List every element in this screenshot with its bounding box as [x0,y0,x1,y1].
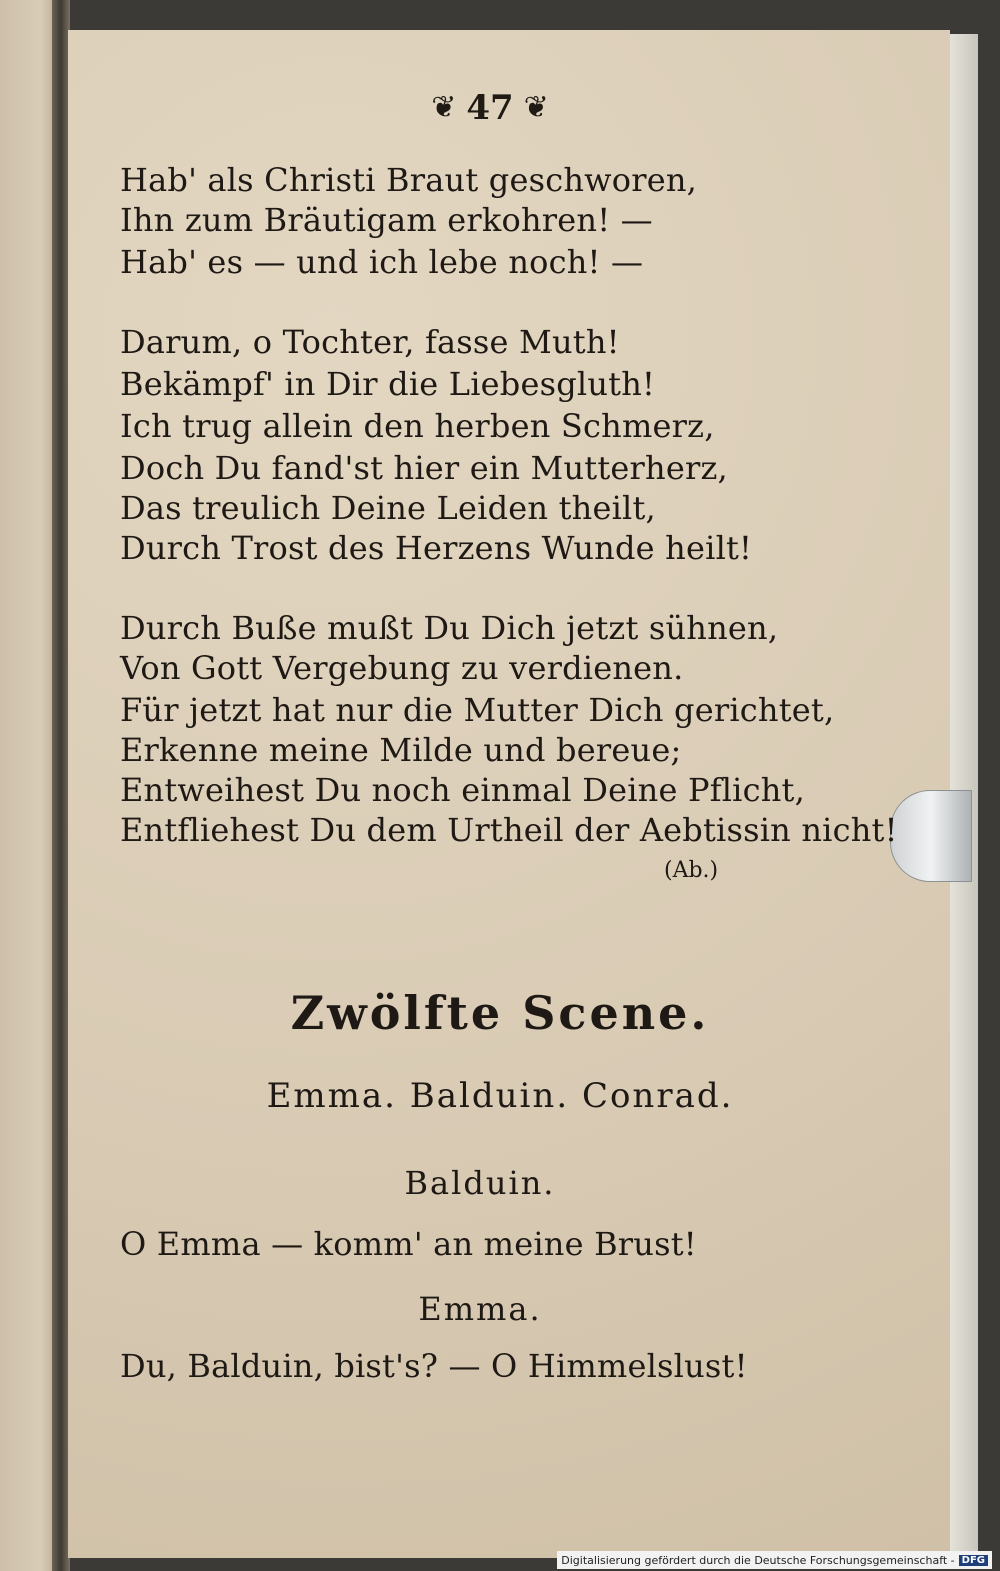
verse-line: Für jetzt hat nur die Mutter Dich gerichtet, [120,691,835,729]
dialogue-line: O Emma — komm' an meine Brust! [120,1225,697,1263]
verse-line: Bekämpf' in Dir die Liebesgluth! [120,365,656,403]
footer-text: Digitalisierung gefördert durch die Deutsche Forschungsgemeinschaft - [561,1553,955,1567]
verse-line: Das treulich Deine Leiden theilt, [120,489,656,527]
scene-title: Zwölfte Scene. [290,986,710,1040]
speaker-name: Emma. [418,1290,542,1328]
page-number: 47 [466,88,514,128]
verse-line: Entfliehest Du dem Urtheil der Aebtissin nicht! [120,811,898,849]
digitization-footer [557,1551,992,1569]
page-header [400,88,580,128]
verse-line: Ihn zum Bräutigam erkohren! — [120,201,653,239]
dialogue-line: Du, Balduin, bist's? — O Himmelslust! [120,1347,748,1385]
dfg-logo: DFG [959,1555,988,1566]
ornament-right-icon: ❦ [523,90,549,125]
previous-page-edge [0,0,58,1571]
scene-cast: Emma. Balduin. Conrad. [266,1076,734,1116]
verse-line: Hab' als Christi Braut geschworen, [120,161,698,199]
verse-line: Darum, o Tochter, fasse Muth! [120,323,620,361]
stage-direction: (Ab.) [664,858,719,883]
verse-line: Ich trug allein den herben Schmerz, [120,407,715,445]
verse-line: Von Gott Vergebung zu verdienen. [120,649,684,687]
speaker-name: Balduin. [404,1164,556,1202]
page-clip [890,790,972,882]
verse-line: Entweihest Du noch einmal Deine Pflicht, [120,771,805,809]
verse-line: Erkenne meine Milde und bereue; [120,731,682,769]
verse-line: Durch Buße mußt Du Dich jetzt sühnen, [120,609,779,647]
verse-line: Durch Trost des Herzens Wunde heilt! [120,529,753,567]
ornament-left-icon: ❦ [431,90,457,125]
verse-line: Hab' es — und ich lebe noch! — [120,243,644,281]
verse-line: Doch Du fand'st hier ein Mutterherz, [120,449,728,487]
